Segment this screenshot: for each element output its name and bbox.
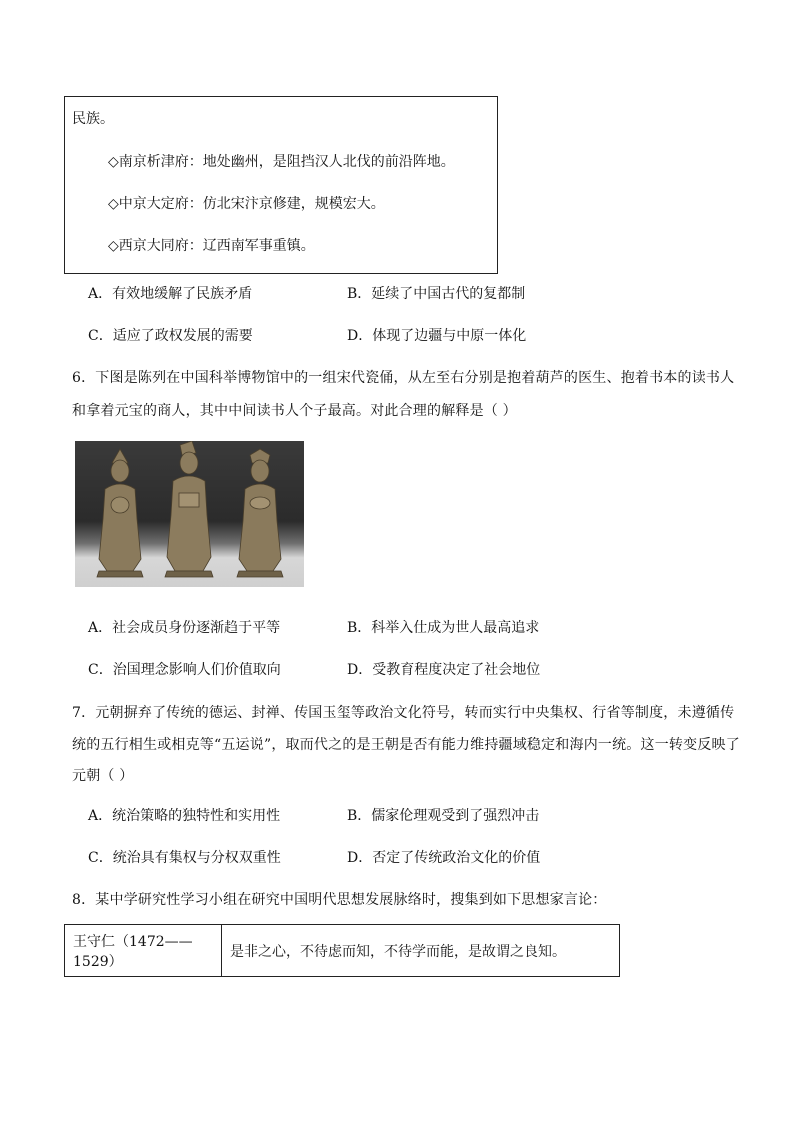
thinker-quote-table (64, 924, 620, 977)
question-stem: 统的五行相生或相克等“五运说”，取而代之的是王朝是否有能力维持疆域稳定和海内一统。这一转变反映了 (72, 737, 740, 753)
question-stem: 7．元朝摒弃了传统的德运、封禅、传国玉玺等政治文化符号，转而实行中央集权、行省等制度，未遵循传 (72, 705, 735, 721)
question-stem: 8．某中学研究性学习小组在研究中国明代思想发展脉络时，搜集到如下思想家言论： (72, 892, 607, 908)
option-d: D．体现了边疆与中原一体化 (347, 328, 527, 344)
material-item: ◇中京大定府：仿北宋汴京修建，规模宏大。 (108, 196, 385, 212)
question-stem: 和拿着元宝的商人，其中中间读书人个子最高。对此合理的解释是（ ） (72, 403, 517, 419)
option-c: C．治国理念影响人们价值取向 (88, 662, 281, 678)
material-item: ◇南京析津府：地处幽州，是阻挡汉人北伐的前沿阵地。 (108, 154, 455, 170)
material-item: ◇西京大同府：辽西南军事重镇。 (108, 238, 315, 254)
option-d: D．否定了传统政治文化的价值 (347, 850, 541, 866)
option-a: A．统治策略的独特性和实用性 (88, 808, 281, 824)
thinker-cell: 王守仁（1472——1529） (65, 925, 222, 977)
option-a: A．社会成员身份逐渐趋于平等 (88, 620, 281, 636)
option-b: B．延续了中国古代的复都制 (347, 286, 526, 302)
porcelain-figurines-photo (75, 441, 304, 587)
option-b: B．科举入仕成为世人最高追求 (347, 620, 540, 636)
question-stem: 元朝（ ） (72, 768, 134, 784)
option-c: C．统治具有集权与分权双重性 (88, 850, 281, 866)
option-a: A．有效地缓解了民族矛盾 (88, 286, 253, 302)
option-c: C．适应了政权发展的需要 (88, 328, 253, 344)
table-row (65, 925, 620, 977)
material-line: 民族。 (72, 111, 114, 127)
option-d: D．受教育程度决定了社会地位 (347, 662, 541, 678)
option-b: B．儒家伦理观受到了强烈冲击 (347, 808, 540, 824)
question-stem: 6．下图是陈列在中国科举博物馆中的一组宋代瓷俑，从左至右分别是抱着葫芦的医生、抱着书本的读书人 (72, 370, 735, 386)
quote-cell: 是非之心，不待虑而知，不待学而能，是故谓之良知。 (222, 925, 620, 977)
